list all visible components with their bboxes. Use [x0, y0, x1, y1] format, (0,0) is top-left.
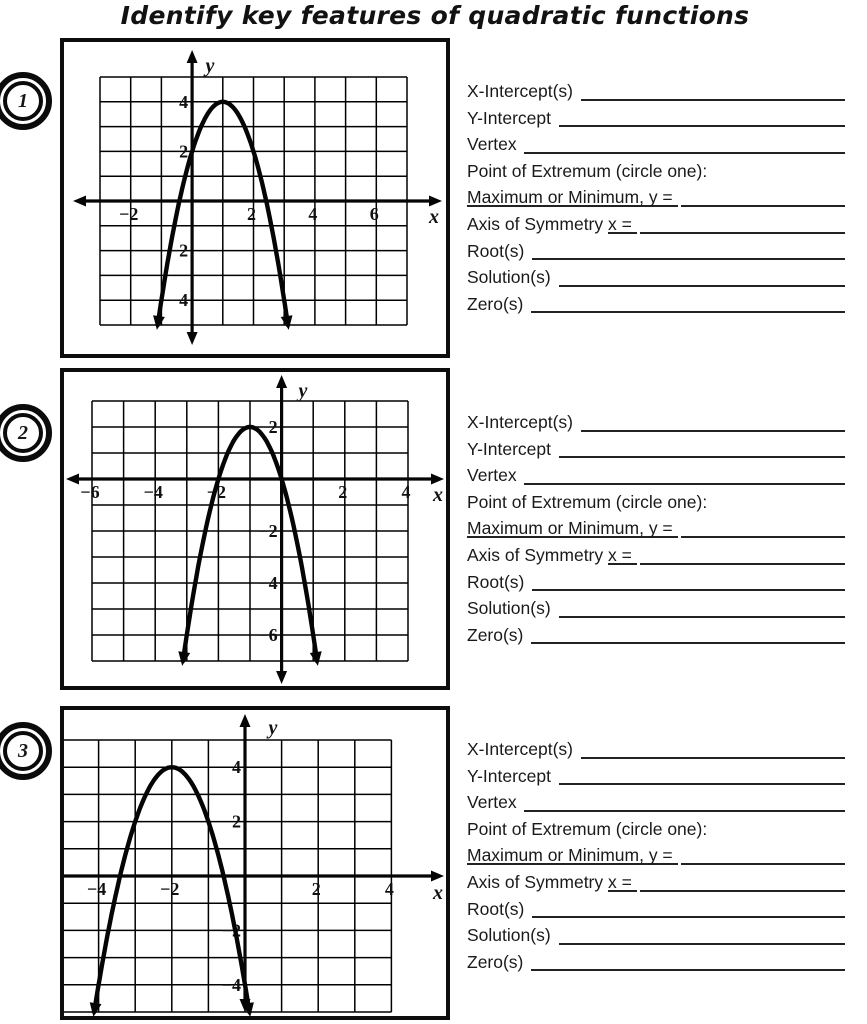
answer-blank	[524, 789, 845, 812]
question-block-3	[467, 736, 845, 975]
question-line	[467, 595, 845, 622]
problem-number-text: 3	[18, 739, 28, 762]
question-label: Solution(s)	[467, 267, 556, 288]
question-label-underlined: x =	[608, 542, 637, 565]
question-label: Root(s)	[467, 240, 530, 261]
x-tick-label: 2	[311, 879, 321, 899]
x-tick-label: −2	[160, 879, 180, 899]
question-line	[467, 542, 845, 569]
question-label: X-Intercept(s)	[467, 739, 578, 759]
answer-blank	[531, 291, 845, 314]
question-label: Y-Intercept	[467, 438, 556, 459]
question-label: Solution(s)	[467, 925, 556, 946]
x-tick-label: 6	[369, 204, 379, 224]
question-line	[467, 789, 845, 816]
y-tick-label: 2	[232, 811, 241, 832]
x-tick-label: 2	[338, 482, 348, 502]
axis-arrowheads	[66, 375, 444, 684]
x-tick-label: 4	[308, 204, 318, 224]
question-label: Point of Extremum (circle one):	[467, 491, 708, 512]
problem-2-number-badge	[0, 404, 52, 462]
y-tick-label: −4	[221, 974, 241, 995]
question-line	[467, 896, 845, 923]
y-tick-label: −2	[258, 521, 278, 541]
y-tick-label: −2	[221, 920, 241, 941]
x-axis-letter: x	[433, 484, 443, 506]
problem-number-text: 2	[18, 421, 28, 444]
x-tick-label: −4	[86, 879, 107, 899]
question-line	[467, 78, 845, 105]
y-axis-letter: y	[205, 55, 215, 77]
answer-blank	[524, 131, 845, 154]
answer-blank	[532, 896, 845, 919]
question-label: Maximum or Minimum, y =	[467, 842, 678, 865]
question-line	[467, 238, 845, 265]
question-label: Maximum or Minimum, y =	[467, 184, 678, 207]
x-axis-letter: x	[433, 882, 443, 904]
x-tick-label: −6	[80, 482, 100, 502]
problem-3-number-badge	[0, 722, 52, 780]
y-tick-label: 4	[232, 757, 241, 778]
question-label: X-Intercept(s)	[467, 81, 578, 101]
answer-blank	[681, 842, 845, 865]
y-axis-letter: y	[268, 717, 278, 739]
question-line	[467, 291, 845, 318]
graph-2-svg	[64, 372, 446, 686]
answer-blank	[559, 763, 845, 786]
question-line	[467, 264, 845, 291]
circled-number	[3, 413, 43, 453]
x-tick-label: −4	[143, 482, 163, 502]
question-label: X-Intercept(s)	[467, 412, 578, 432]
answer-blank	[681, 515, 845, 538]
question-label: Solution(s)	[467, 598, 556, 619]
question-label: Axis of Symmetry	[467, 544, 608, 565]
graph-3-svg	[64, 710, 446, 1016]
y-tick-label: −2	[168, 240, 189, 261]
axes	[64, 722, 436, 1004]
question-label: Vertex	[467, 465, 522, 486]
x-tick-label: 2	[247, 204, 256, 224]
answer-blank	[640, 211, 845, 234]
question-label: Zero(s)	[467, 293, 529, 314]
question-label: Axis of Symmetry	[467, 871, 608, 892]
question-label: Root(s)	[467, 898, 530, 919]
question-line	[467, 105, 845, 132]
answer-blank	[559, 922, 845, 945]
answer-blank	[681, 184, 845, 207]
answer-blank	[531, 949, 845, 972]
question-line	[467, 922, 845, 949]
question-label: Zero(s)	[467, 624, 529, 645]
y-tick-label: −4	[168, 290, 189, 311]
question-block-2	[467, 409, 845, 648]
answer-blank	[640, 542, 845, 565]
circled-number	[3, 81, 43, 121]
answer-blank	[581, 409, 845, 432]
question-line	[467, 409, 845, 436]
worksheet-title: Identify key features of quadratic functions	[120, 1, 750, 30]
y-tick-label: 4	[179, 91, 189, 112]
question-label: Vertex	[467, 792, 522, 813]
x-tick-label: 4	[384, 879, 394, 899]
question-line	[467, 569, 845, 596]
question-label: Y-Intercept	[467, 107, 556, 128]
question-label: Root(s)	[467, 571, 530, 592]
x-tick-label: 4	[401, 482, 411, 502]
graph-1-svg	[64, 42, 446, 354]
graph-box-1	[60, 38, 450, 358]
question-label: Maximum or Minimum, y =	[467, 515, 678, 538]
answer-blank	[531, 622, 845, 645]
answer-blank	[559, 436, 845, 459]
question-line	[467, 949, 845, 976]
axes	[81, 58, 434, 337]
answer-blank	[559, 264, 845, 287]
circled-number	[3, 731, 43, 771]
question-line	[467, 736, 845, 763]
question-label: Vertex	[467, 134, 522, 155]
x-axis-letter: x	[429, 206, 439, 228]
y-axis-letter: y	[298, 380, 308, 402]
question-line	[467, 489, 845, 516]
problem-number-text: 1	[18, 89, 28, 112]
answer-blank	[581, 78, 845, 101]
question-label: Axis of Symmetry	[467, 213, 608, 234]
question-line	[467, 462, 845, 489]
question-line	[467, 158, 845, 185]
graph-box-2	[60, 368, 450, 690]
axis-arrowheads	[240, 714, 445, 1012]
y-tick-label: 2	[268, 417, 278, 437]
question-label: Point of Extremum (circle one):	[467, 818, 708, 839]
question-label-underlined: x =	[608, 211, 637, 234]
question-label: Point of Extremum (circle one):	[467, 160, 708, 181]
question-line	[467, 436, 845, 463]
question-line	[467, 211, 845, 238]
question-label-underlined: x =	[608, 869, 637, 892]
question-line	[467, 184, 845, 211]
y-tick-label: 2	[179, 141, 189, 162]
answer-blank	[532, 238, 845, 261]
question-line	[467, 763, 845, 790]
answer-blank	[581, 736, 845, 759]
question-line	[467, 816, 845, 843]
y-tick-label: −6	[258, 625, 278, 645]
question-line	[467, 842, 845, 869]
question-block-1	[467, 78, 845, 317]
answer-blank	[559, 595, 845, 618]
y-tick-label: −4	[258, 573, 278, 593]
question-line	[467, 515, 845, 542]
question-label: Y-Intercept	[467, 765, 556, 786]
question-line	[467, 131, 845, 158]
answer-blank	[524, 462, 845, 485]
question-label: Zero(s)	[467, 951, 529, 972]
problem-1-number-badge	[0, 72, 52, 130]
grid-lines	[92, 401, 408, 661]
question-line	[467, 622, 845, 649]
graph-box-3	[60, 706, 450, 1020]
x-tick-label: −2	[206, 482, 227, 502]
question-line	[467, 869, 845, 896]
answer-blank	[532, 569, 845, 592]
answer-blank	[640, 869, 845, 892]
x-tick-label: −2	[119, 204, 139, 224]
answer-blank	[559, 105, 845, 128]
